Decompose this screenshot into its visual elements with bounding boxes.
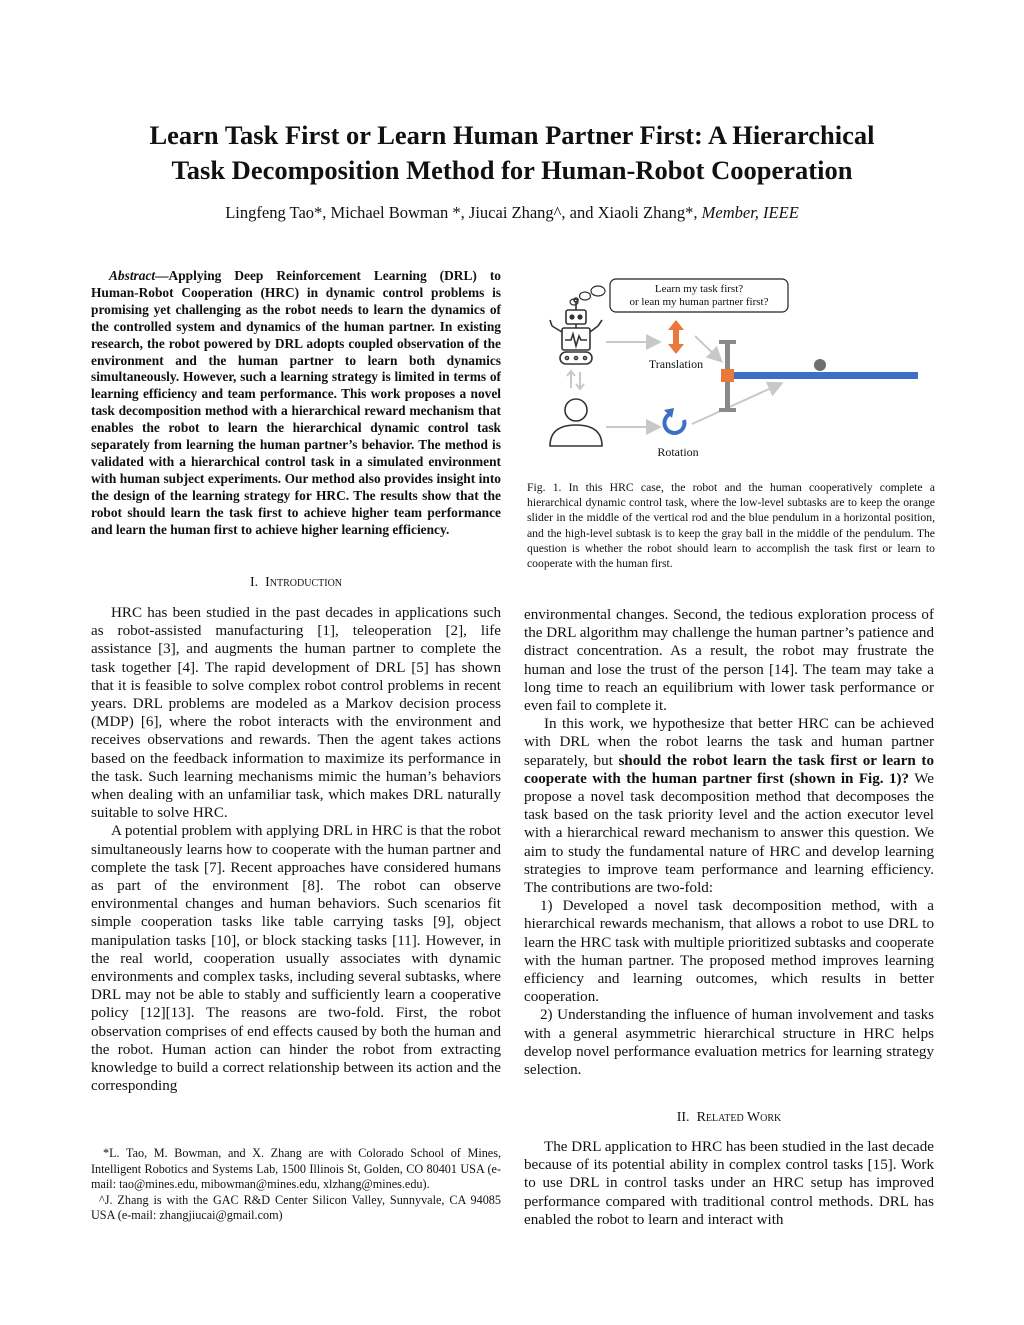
title-line-2: Task Decomposition Method for Human-Robot Cooperation: [171, 155, 853, 185]
section-title: Introduction: [265, 575, 343, 590]
bubble-line-1: Learn my task first?: [654, 283, 744, 295]
robot-human-link-icon: [567, 371, 584, 389]
intro-paragraph-4: [524, 715, 934, 897]
figure-1: [540, 272, 930, 462]
blue-pendulum: [730, 372, 918, 379]
introduction-body-continued: [524, 606, 934, 1079]
bubble-line-2: or lean my human partner first?: [629, 296, 769, 308]
intro-paragraph-1: HRC has been studied in the past decades in applications such as robot-assisted manufacturing [1], teleoperation [2], life assistance [3], and augments the human partner to complete the task together [4]. The rapid development of DRL [5] has shown that it is feasible to solve complex robot control problems in recent years. DRL problems are modeled as a Markov decision process (MDP) [6], where the robot interacts with the environment and receives observations and rewards. Then the agent takes actions based on the feedback information to maximize its performance in the task. Such learning mechanisms mimic the human’s behaviors when dealing with an unfamiliar task, which makes DRL naturally suitable to solve HRC.: [91, 605, 501, 822]
abstract-label: Abstract: [109, 268, 156, 283]
gray-ball: [814, 359, 826, 371]
orange-slider: [721, 369, 734, 382]
section-heading-related-work: [524, 1110, 934, 1126]
author-names: Lingfeng Tao*, Michael Bowman *, Jiucai Zhang^, and Xiaoli Zhang*,: [225, 203, 698, 222]
section-number: I.: [249, 575, 259, 590]
human-icon: [550, 399, 602, 446]
contribution-2: 2) Understanding the influence of human involvement and tasks with a general asymmetric hierarchical structure in HRC helps develop novel performance evaluation metrics for learning strategy selection.: [524, 1007, 934, 1079]
rotation-to-pendulum-arrow: [692, 384, 780, 424]
section-number: II.: [676, 1110, 690, 1125]
contribution-1: 1) Developed a novel task decomposition method, with a hierarchical rewards mechanism, that allows a robot to use DRL to learn the HRC task with multiple prioritized subtasks and cooperate with the human partner. The proposed method improves learning efficiency and learning outcomes, which results in better cooperation.: [524, 898, 934, 1006]
intro-paragraph-2: A potential problem with applying DRL in HRC is that the robot simultaneously learns how to cooperate with the human partner and complete the task [7]. Recent approaches have considered humans as part of the environment [8]. The robot can observe environmental changes and human behaviors. Such scenarios fit simple cooperation tasks like table carrying tasks [9], object manipulation tasks [10], or block stacking tasks [11]. However, in the real world, cooperation usually associates with dynamic environments and complex tasks, including several subtasks, where DRL may not be able to stably and sufficiently learn a cooperative policy [12][13]. The reasons are two-fold. First, the robot observation comprises of end effects caused by both the human and the robot. Human action can hinder the robot from extracting knowledge to build a correct relationship between its action and the corresponding: [91, 823, 501, 1095]
section-heading-introduction: [91, 575, 501, 591]
footnote-affiliation-1: *L. Tao, M. Bowman, and X. Zhang are with Colorado School of Mines, Intelligent Robotics and Systems Lab, 1500 Illinois St, Golden, CO 80401 USA (e-mail: tao@mines.edu, mibowman@mines.edu, xlzhang@mines.edu).: [91, 1146, 501, 1191]
introduction-body: [91, 604, 501, 1095]
author-line: [0, 203, 1024, 223]
footnotes: [91, 1146, 501, 1224]
rotation-label: Rotation: [657, 445, 699, 459]
figure-1-illustration: [540, 272, 930, 462]
method-summary: We propose a novel task decomposition method that decomposes the task based on the task priority level and the action executor level with a hierarchical reward mechanism to answer this question. We aim to study the fundamental nature of HRC and develop learning strategies to improve team performance and learning efficiency. The contributions are two-fold:: [524, 770, 934, 897]
related-paragraph-1: The DRL application to HRC has been studied in the last decade because of its potential ability in complex control tasks [15]. Work to use DRL in control tasks under an HRC setup has improved performance compared with traditional control methods. DRL has enabled the robot to learn and interact with: [524, 1139, 934, 1228]
thought-dot-large-icon: [591, 286, 605, 296]
paper-title: [0, 118, 1024, 188]
abstract: [91, 268, 501, 539]
thought-dot-medium-icon: [580, 292, 591, 300]
research-question: should the robot learn the task first or learn to cooperate with the human partner first (shown in Fig. 1)?: [524, 752, 934, 787]
author-membership: Member, IEEE: [701, 203, 799, 222]
figure-1-caption: Fig. 1. In this HRC case, the robot and the human cooperatively complete a hierarchical dynamic control task, where the low-level subtasks are to keep the orange slider in the middle of the vertical rod and the blue pendulum in a horizontal position, and the high-level subtask is to keep the gray ball in the middle of the pendulum. The question is whether the robot should learn to accomplish the task first or learn to cooperate with the human first.: [527, 481, 935, 571]
translation-arrow-icon: [668, 320, 684, 354]
related-work-body: [524, 1138, 934, 1229]
hypothesis-text: In this work, we hypothesize that better HRC can be achieved with DRL when the robot learns the task and human partner separately, but: [524, 716, 934, 769]
abstract-text: —Applying Deep Reinforcement Learning (DRL) to Human-Robot Cooperation (HRC) in dynamic control problems is promising yet challenging as the robot needs to learn the dynamics of the controlled system and dynamics of the human partner. In existing research, the robot powered by DRL adopts coupled observation of the environment and the human partner to learn both dynamics simultaneously. However, such a learning strategy is limited in terms of learning efficiency and team performance. This work proposes a novel task decomposition method with a hierarchical reward mechanism that enables the robot to learn the hierarchical dynamic control task separately from learning the human partner’s behavior. The method is validated with a hierarchical control task in a simulated environment with human subject experiments. Our method also provides insight into the design of the learning strategy for HRC. The results show that the robot should learn the task first to achieve higher team performance and learn the human first to achieve higher learning efficiency.: [91, 268, 501, 537]
intro-paragraph-3: environmental changes. Second, the tedious exploration process of the DRL algorithm may challenge the human partner’s patience and distract concentration. As a result, the robot may frustrate the human and lose the trust of the person [14]. The team may take a long time to reach an equilibrium with lower task performance or even fail to complete it.: [524, 607, 934, 715]
footnote-affiliation-2: ^J. Zhang is with the GAC R&D Center Silicon Valley, Sunnyvale, CA 94085 USA (e-mail: zhangjiucai@gmail.com): [91, 1192, 501, 1222]
translation-label: Translation: [648, 357, 704, 371]
title-line-1: Learn Task First or Learn Human Partner First: A Hierarchical: [149, 120, 875, 150]
robot-icon: [550, 298, 602, 364]
section-title: Related Work: [696, 1110, 782, 1125]
rotation-arrow-icon: [664, 408, 684, 433]
